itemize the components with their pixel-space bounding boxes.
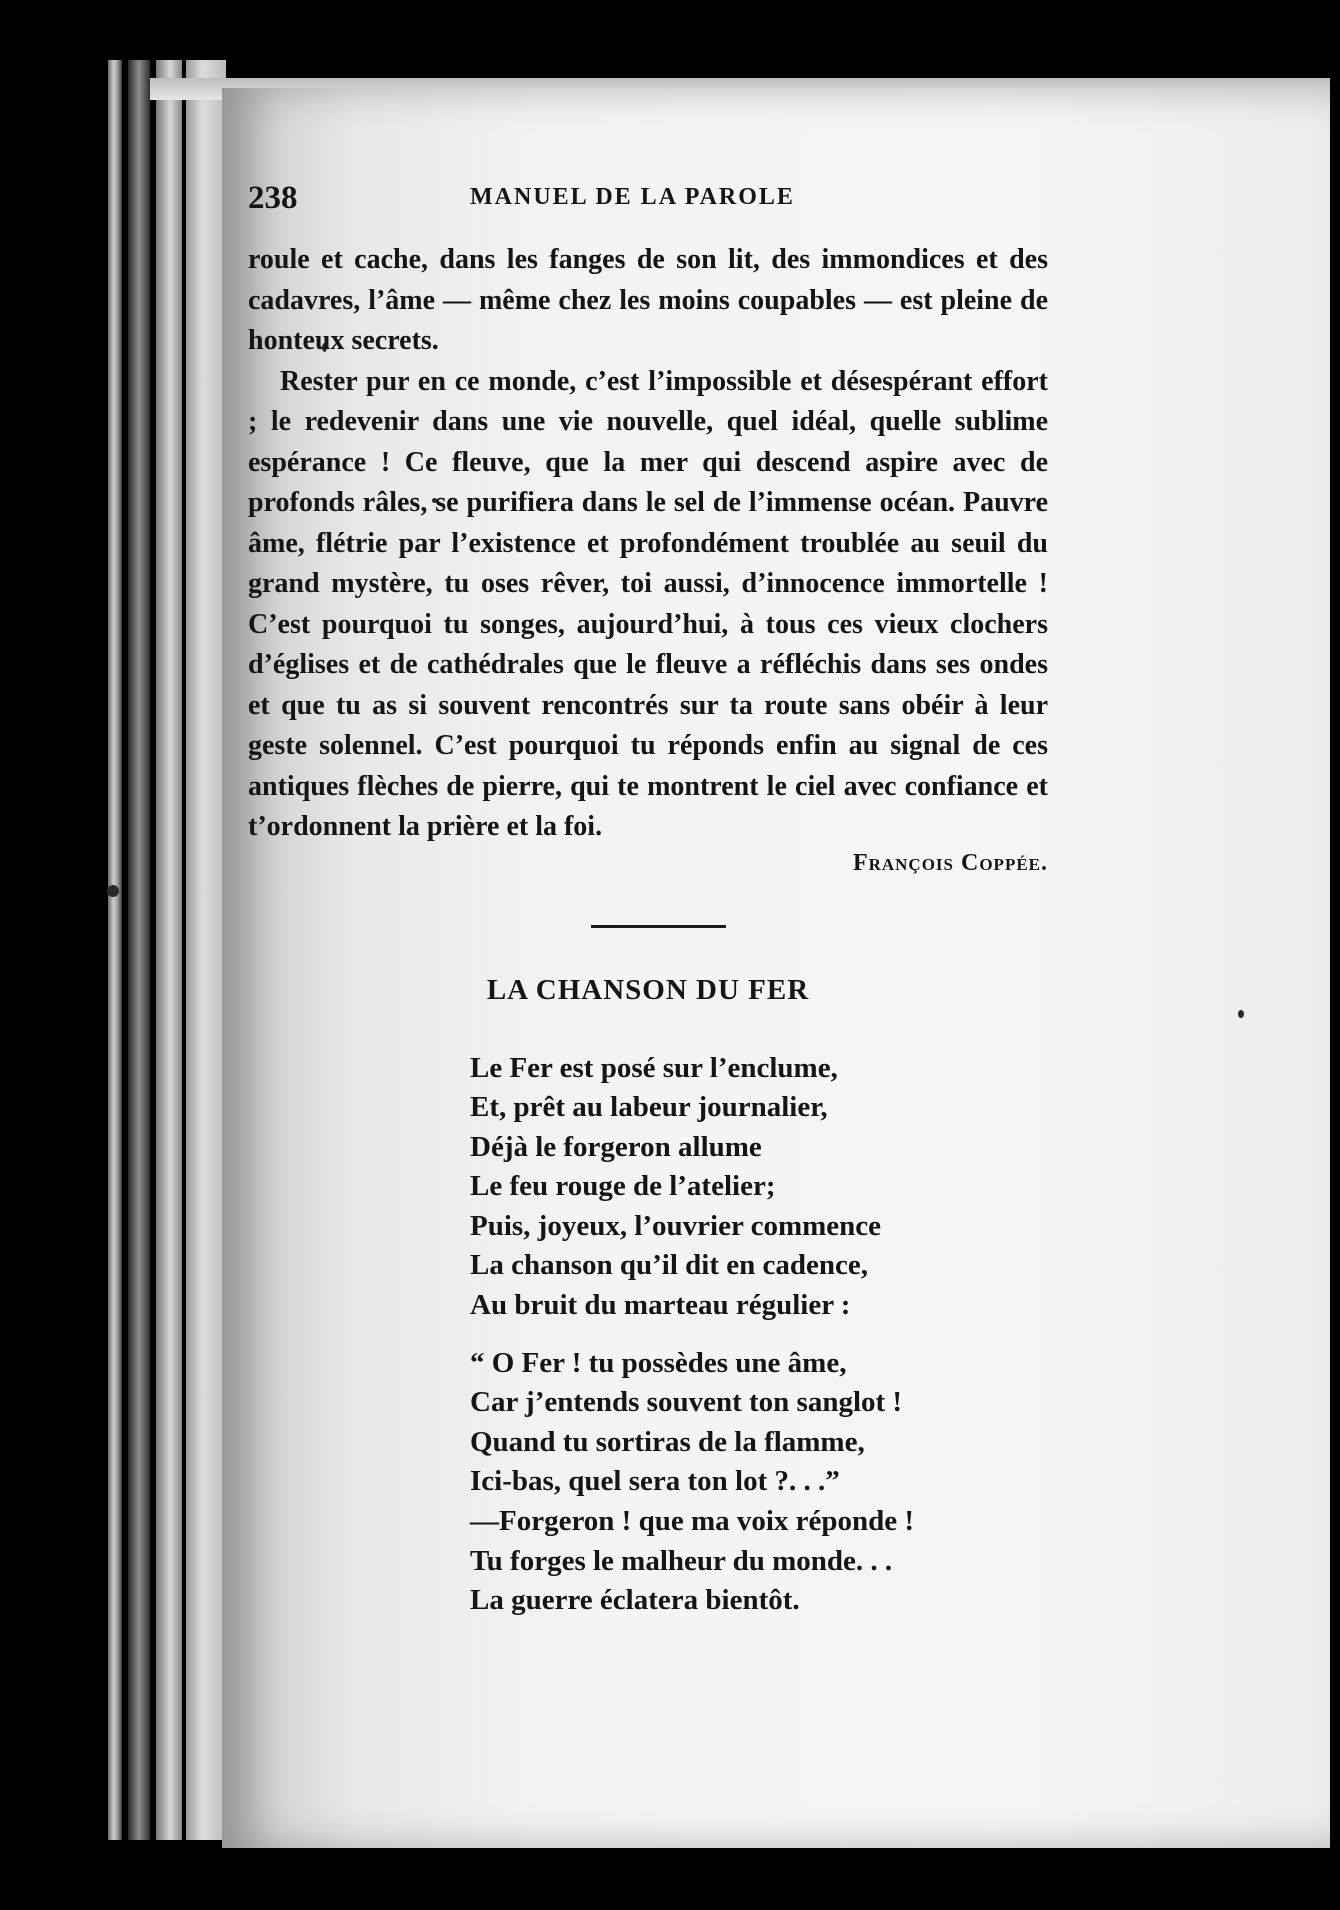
poem-line: Le feu rouge de l’atelier;	[470, 1170, 776, 1203]
poem-line: Puis, joyeux, l’ouvrier commence	[470, 1209, 882, 1242]
poem-line: Car j’entends souvent ton sanglot !	[470, 1386, 903, 1419]
poem-line: Ici-bas, quel sera ton lot ?. . .”	[470, 1465, 840, 1498]
author-attribution: François Coppée.	[852, 849, 1048, 876]
running-title: MANUEL DE LA PAROLE	[470, 184, 795, 210]
prose-paragraph: Rester pur en ce monde, c’est l’impossible et désespérant effort ; le redevenir dans une vie nouvelle, quel idéal, quelle sublime espérance ! Ce fleuve, que la mer qui descend aspire avec de profonds râles, se purifiera dans le sel de l’immense océan. Pauvre âme, flétrie par l’existence et profondément troublée au seuil du grand mystère, tu oses rêver, toi aussi, d’innocence immortelle ! C’est pourquoi tu songes, aujourd’hui, à tous ces vieux clochers d’églises et de cathédrales que le fleuve a réfléchis dans ses ondes et que tu as si souvent rencontrés sur ta route sans obéir à leur geste solennel. C’est pourquoi tu réponds enfin au signal de ces antiques flèches de pierre, qui te montrent le ciel avec confiance et t’ordonnent la prière et la foi.	[248, 365, 1048, 842]
scan-speck	[1238, 1010, 1244, 1018]
poem-stanza	[470, 1049, 1048, 1326]
poem-stanza	[470, 1344, 1048, 1621]
poem-title: LA CHANSON DU FER	[486, 973, 810, 1006]
page-edge	[156, 60, 182, 1840]
page-edge	[186, 60, 226, 1840]
page-edge	[128, 60, 150, 1840]
poem-line: Et, prêt au labeur journalier,	[470, 1091, 828, 1124]
prose-paragraph: roule et cache, dans les fanges de son lit, des immondices et des cadavres, l’âme — même chez les moins coupables — est pleine de honteux secrets.	[248, 244, 1048, 356]
poem-line: —Forgeron ! que ma voix réponde !	[470, 1505, 915, 1538]
poem-line: La chanson qu’il dit en cadence,	[470, 1249, 868, 1282]
page-number: 238	[248, 180, 298, 216]
poem-line: Quand tu sortiras de la flamme,	[470, 1425, 865, 1458]
running-head	[248, 180, 1048, 240]
poem-line: Le Fer est posé sur l’enclume,	[470, 1051, 838, 1084]
poem-line: “ O Fer ! tu possèdes une âme,	[470, 1346, 847, 1379]
poem-line: Tu forges le malheur du monde. . .	[470, 1544, 893, 1577]
scan-speck	[107, 885, 119, 897]
section-separator	[591, 925, 726, 928]
page-edge	[108, 60, 122, 1840]
poem-line: La guerre éclatera bientôt.	[470, 1584, 800, 1617]
page-text-block	[248, 180, 1048, 1621]
poem-line: Au bruit du marteau régulier :	[470, 1289, 851, 1322]
poem-line: Déjà le forgeron allume	[470, 1130, 762, 1163]
